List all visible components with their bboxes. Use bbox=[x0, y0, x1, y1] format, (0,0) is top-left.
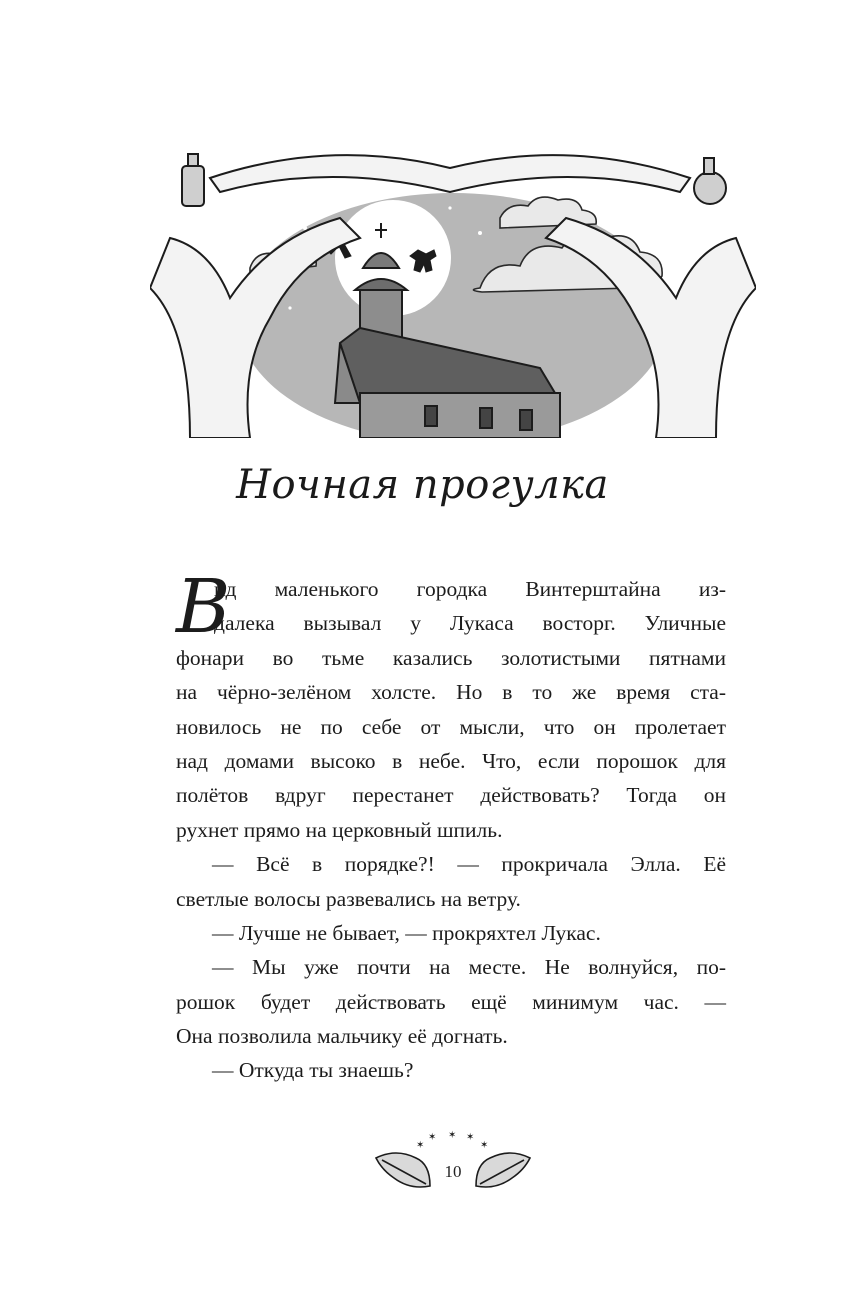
svg-text:✶: ✶ bbox=[416, 1140, 425, 1151]
text-line: — Откуда ты знаешь? bbox=[212, 1058, 414, 1083]
text-line: — Всё в порядке?! — прокричала Элла. Её bbox=[212, 852, 726, 877]
text-line: рошок будет действовать ещё минимум час. — bbox=[176, 989, 726, 1014]
text-line: рухнет прямо на церковный шпиль. bbox=[176, 817, 503, 842]
body-text bbox=[176, 564, 726, 1088]
leaf-left-icon bbox=[376, 1153, 430, 1187]
text-line: — Мы уже почти на месте. Не волнуйся, по- bbox=[212, 955, 726, 980]
text-line: — Лучше не бывает, — прокряхтел Лукас. bbox=[212, 920, 601, 945]
page-footer bbox=[368, 1128, 538, 1208]
text-line: фонари во тьме казались золотистыми пятнами bbox=[176, 645, 726, 670]
text-line: Она позволила мальчику её догнать. bbox=[176, 1024, 508, 1049]
text-line: новилось не по себе от мысли, что он пролетает bbox=[176, 714, 726, 739]
leaf-right-icon bbox=[476, 1153, 530, 1187]
svg-text:✶: ✶ bbox=[448, 1130, 457, 1141]
svg-text:✶: ✶ bbox=[466, 1132, 475, 1143]
text-line: далека вызывал у Лукаса восторг. Уличные bbox=[214, 611, 726, 636]
sparkle-icons bbox=[416, 1130, 488, 1151]
drop-cap: В bbox=[176, 564, 231, 650]
text-line: полётов вдруг перестанет действовать? Тогда он bbox=[176, 783, 726, 808]
text-line: ид маленького городка Винтерштайна из- bbox=[214, 577, 726, 601]
svg-text:✶: ✶ bbox=[428, 1132, 437, 1143]
text-line: светлые волосы развевались на ветру. bbox=[176, 886, 521, 911]
page-number: 10 bbox=[444, 1162, 462, 1181]
chapter-title: Ночная прогулка bbox=[236, 462, 609, 508]
chapter-illustration bbox=[150, 138, 756, 438]
svg-text:✶: ✶ bbox=[480, 1140, 489, 1151]
text-line: на чёрно-зелёном холсте. Но в то же время ста- bbox=[176, 680, 726, 705]
text-line: над домами высоко в небе. Что, если порошок для bbox=[176, 748, 726, 773]
